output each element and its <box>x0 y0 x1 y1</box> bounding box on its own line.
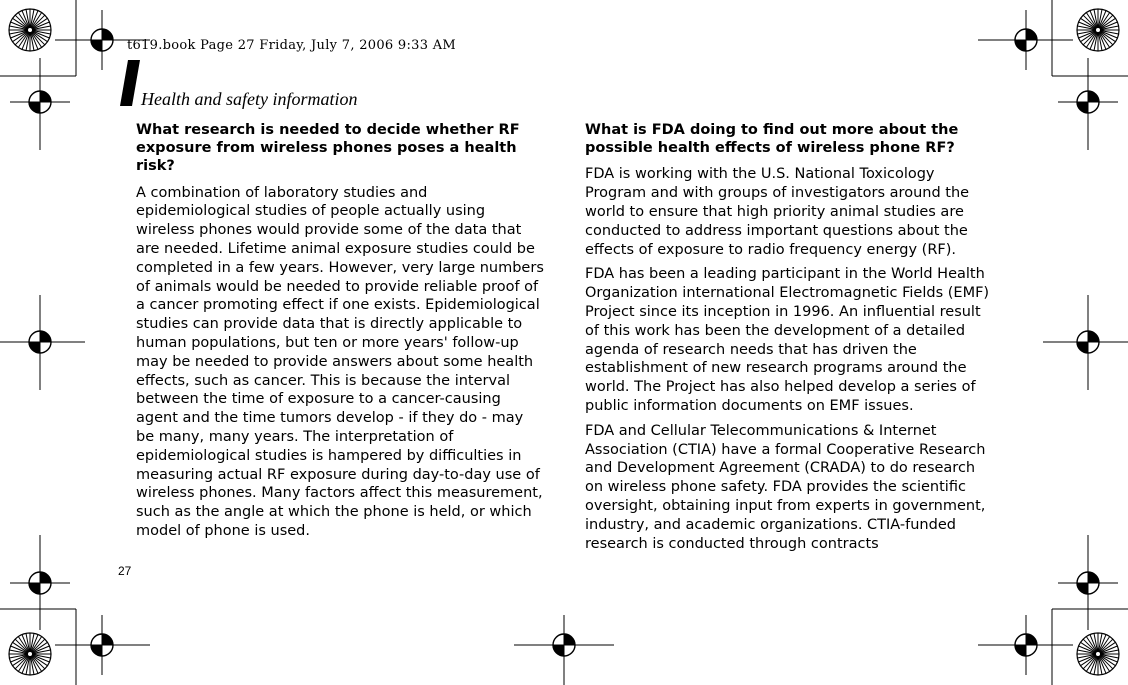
page-number: 27 <box>118 564 132 578</box>
right-paragraph: FDA is working with the U.S. National Toxicology Program and with groups of investigators around the world to ensure that high priority animal studies are conducted to address important questions about the effects of exposure to radio frequency energy (RF). <box>585 166 970 258</box>
right-column <box>585 121 991 559</box>
proof-slug-line: t619.book Page 27 Friday, July 7, 2006 9:33 AM <box>127 38 457 53</box>
running-header: Health and safety information <box>141 89 358 109</box>
right-section-heading: What is FDA doing to find out more about the possible health effects of wireless phone RF? <box>585 122 959 157</box>
left-paragraph: A combination of laboratory studies and epidemiological studies of people actually using wireless phones would provide some of the data that are needed. Lifetime animal exposure studies could be completed in a few years. However, very large numbers of animals would be needed to provide reliable proof of a cancer promoting effect if one exists. Epidemiological studies can provide data that is directly applicable to human populations, but ten or more years' follow-up may be needed to provide answers about some health effects, such as cancer. This is because the interval between the time of exposure to a cancer-causing agent and the time tumors develop - if they do - may be many, many years. The interpretation of epidemiological studies is hampered by difficulties in measuring actual RF exposure during day-to-day use of wireless phones. Many factors affect this measurement, such as the angle at which the phone is held, or which model of phone is used. <box>136 184 544 539</box>
right-paragraph: FDA and Cellular Telecommunications & Internet Association (CTIA) have a formal Cooperative Research and Development Agreement (CRADA) to do research on wireless phone safety. FDA provides the scientific oversight, obtaining input from experts in government, industry, and academic organizations. CTIA-funded research is conducted through contracts <box>585 422 986 552</box>
right-paragraph: FDA has been a leading participant in the World Health Organization international Electromagnetic Fields (EMF) Project since its inception in 1996. An influential result of this work has been the development of a detailed agenda of research needs that has driven the establishment of new research programs around the world. The Project has also helped develop a series of public information documents on EMF issues. <box>585 266 990 414</box>
header-accent-bar <box>120 60 140 106</box>
left-column <box>136 121 544 547</box>
left-section-heading: What research is needed to decide whether RF exposure from wireless phones poses a health risk? <box>136 122 520 175</box>
